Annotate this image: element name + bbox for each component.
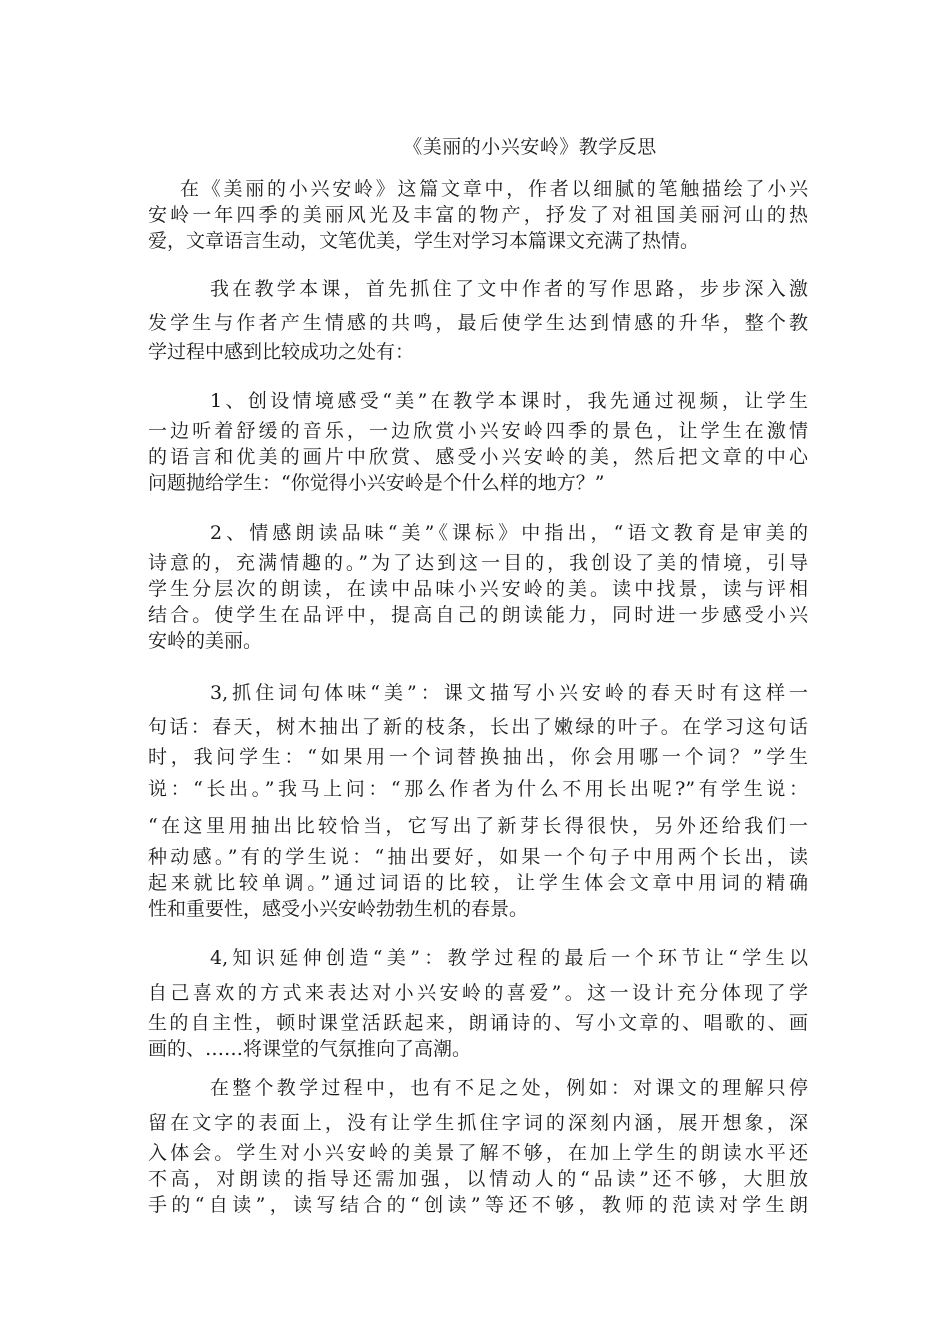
paragraph-line: 在整个教学过程中，也有不足之处，例如：对课文的理解只停 [210, 1077, 808, 1099]
paragraph-line: 一边听着舒缓的音乐，一边欣赏小兴安岭四季的景色，让学生在激情 [148, 420, 808, 442]
paragraph-line: 性和重要性，感受小兴安岭勃勃生机的春景。 [148, 898, 529, 920]
paragraph-line: 的语言和优美的画片中欣赏、感受小兴安岭的美，然后把文章的中心 [148, 446, 808, 468]
paragraph-1 [148, 176, 808, 254]
paragraph-line: 起来就比较单调。”通过词语的比较，让学生体会文章中用词的精确 [148, 872, 808, 894]
paragraph-line: 画的、……将课堂的气氛推向了高潮。 [148, 1038, 472, 1060]
paragraph-line: 入体会。学生对小兴安岭的美景了解不够，在加上学生的朗读水平还 [148, 1142, 808, 1164]
paragraph-line: 结合。使学生在品评中，提高自己的朗读能力，同时进一步感受小兴 [148, 604, 808, 626]
paragraph-3 [148, 384, 808, 496]
paragraph-line: 1、创设情境感受“美”在教学本课时，我先通过视频，让学生 [210, 390, 808, 412]
paragraph-line: 3,抓住词句体味“美”：课文描写小兴安岭的春天时有这样一 [210, 682, 808, 704]
paragraph-line: 安岭一年四季的美丽风光及丰富的物产，抒发了对祖国美丽河山的热 [148, 204, 808, 226]
paragraph-line: 学过程中感到比较成功之处有： [148, 341, 415, 363]
paragraph-2 [148, 272, 808, 364]
paragraph-line: 说：“长出。”我马上问：“那么作者为什么不用长出呢?”有学生说： [148, 778, 808, 800]
paragraph-4 [148, 516, 808, 654]
paragraph-line: 问题抛给学生：“你觉得小兴安岭是个什么样的地方？” [148, 472, 605, 494]
paragraph-line: 2、情感朗读品味“美”《课标》中指出，“语文教育是审美的 [210, 522, 808, 544]
paragraph-line: 学生分层次的朗读，在读中品味小兴安岭的美。读中找景，读与评相 [148, 578, 808, 600]
paragraph-line: 自己喜欢的方式来表达对小兴安岭的喜爱”。这一设计充分体现了学 [148, 982, 808, 1004]
paragraph-line: 诗意的，充满情趣的。”为了达到这一目的，我创设了美的情境，引导 [148, 552, 808, 574]
document-title: 《美丽的小兴安岭》教学反思 [403, 136, 657, 158]
paragraph-line: 种动感。”有的学生说：“抽出要好，如果一个句子中用两个长出，读 [148, 846, 808, 868]
paragraph-7 [148, 1070, 808, 1218]
paragraph-6 [148, 940, 808, 1062]
paragraph-line: 在《美丽的小兴安岭》这篇文章中，作者以细腻的笔触描绘了小兴 [180, 178, 808, 200]
paragraph-line: “在这里用抽出比较恰当，它写出了新芽长得很快，另外还给我们一 [148, 815, 808, 837]
paragraph-line: 安岭的美丽。 [148, 630, 263, 652]
paragraph-line: 生的自主性，顿时课堂活跃起来，朗诵诗的、写小文章的、唱歌的、画 [148, 1012, 808, 1034]
paragraph-line: 4,知识延伸创造“美”：教学过程的最后一个环节让“学生以 [210, 947, 808, 969]
paragraph-line: 爱，文章语言生动，文笔优美，学生对学习本篇课文充满了热情。 [148, 230, 700, 252]
paragraph-line: 我在教学本课，首先抓住了文中作者的写作思路，步步深入激 [210, 278, 808, 300]
paragraph-line: 句话：春天，树木抽出了新的枝条，长出了嫩绿的叶子。在学习这句话 [148, 716, 808, 738]
paragraph-5 [148, 676, 808, 922]
paragraph-line: 留在文字的表面上，没有让学生抓住字词的深刻内涵，展开想象，深 [148, 1112, 808, 1134]
paragraph-line: 手的“自读”，读写结合的“创读”等还不够，教师的范读对学生朗 [148, 1194, 808, 1216]
paragraph-line: 发学生与作者产生情感的共鸣，最后使学生达到情感的升华，整个教 [148, 312, 808, 334]
paragraph-line: 不高，对朗读的指导还需加强，以情动人的“品读”还不够，大胆放 [148, 1168, 808, 1190]
paragraph-line: 时，我问学生：“如果用一个词替换抽出，你会用哪一个词？”学生 [148, 746, 808, 768]
